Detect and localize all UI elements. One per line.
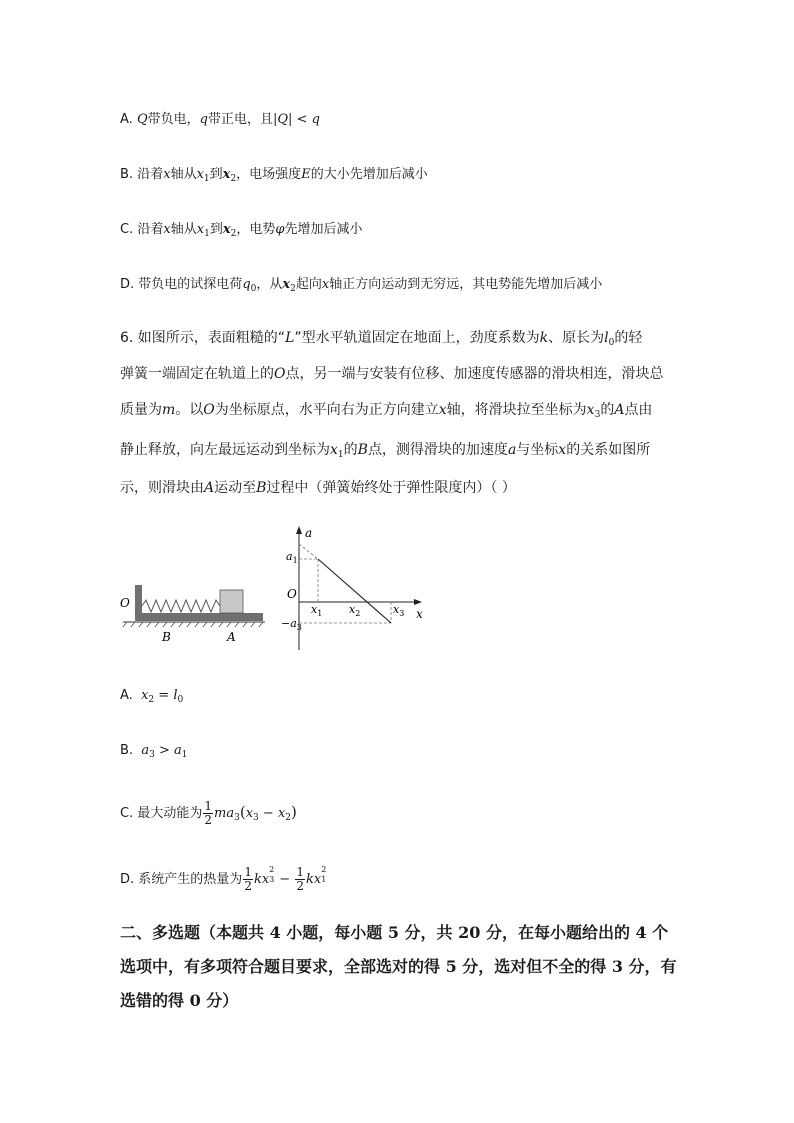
label-b: B <box>162 630 171 644</box>
graph-label-neg-a3: $-a_3$ <box>281 617 302 632</box>
label-a: A <box>227 630 236 644</box>
spring <box>142 600 220 612</box>
q5-option-c: C. 沿着x轴从$x_1$到$x_2$，电势φ先增加后减小 <box>120 222 363 239</box>
a-axis-arrow <box>296 526 302 534</box>
q6-stem-line-1: 6. 如图所示，表面粗糙的“L”型水平轨道固定在地面上，劲度系数为k、原长为$l_0$的轻 <box>120 330 643 348</box>
section-heading-multiple-choice: 二、多选题（本题共 4 小题，每小题 5 分，共 20 分，在每小题给出的 4 个选项中，有多项符合题目要求，全部选对的得 5 分，选对但不全的得 3 分，有选错的得 0 分） <box>120 923 677 1010</box>
q5-option-a: A. Q带负电，q带正电，且|Q| < q <box>120 112 320 127</box>
q6-option-c: C. 最大动能为 $\frac{1}{2}$ $ma_3(x_3 - x_2)$ <box>120 799 297 827</box>
fraction-half: $\frac{1}{2}$ <box>244 865 252 893</box>
fraction-half: $\frac{1}{2}$ <box>296 865 304 893</box>
spring-block-diagram <box>115 575 275 650</box>
label-o: O <box>120 596 130 610</box>
q6-option-b: B. $a_3 > a_1$ <box>120 743 188 760</box>
q6-option-d: D. 系统产生的热量为 $\frac{1}{2}$ kx 2 3 − $\frac{1}{2}$ kx 2 1 <box>120 865 327 893</box>
graph-label-origin: O <box>287 587 297 601</box>
graph-label-x1: $x_1$ <box>311 603 323 618</box>
acceleration-displacement-graph <box>280 522 430 654</box>
axis-intercept-dashed <box>299 544 318 559</box>
graph-label-a: a <box>305 526 313 540</box>
q6-stem-line-5: 示，则滑块由A运动至B过程中（弹簧始终处于弹性限度内）（ ） <box>120 480 516 496</box>
slider-block <box>220 590 243 613</box>
q6-stem-line-4: 静止释放，向左最远运动到坐标为$x_1$的B点，测得滑块的加速度a与坐标x的关系如图所 <box>120 442 651 460</box>
q6-stem-line-2: 弹簧一端固定在轨道上的O点，另一端与安装有位移、加速度传感器的滑块相连，滑块总 <box>120 366 664 382</box>
q6-option-a: A. $x_2 = l_0$ <box>120 688 184 705</box>
graph-label-x2: $x_2$ <box>349 603 361 618</box>
q6-stem-line-3: 质量为m。以O为坐标原点，水平向右为正方向建立x轴，将滑块拉至坐标为$x_3$的A点由 <box>120 402 653 420</box>
graph-label-a1: $a_1$ <box>286 550 298 565</box>
q5-option-d: D. 带负电的试探电荷$q_0$，从$x_2$起向x轴正方向运动到无穷远，其电势能先增加后减小 <box>120 277 603 294</box>
graph-label-x: x <box>416 607 423 621</box>
x-axis-arrow <box>414 599 422 605</box>
ground-hatching <box>123 622 263 627</box>
fraction-half: $\frac{1}{2}$ <box>204 799 213 827</box>
graph-label-x3: $x_3$ <box>393 603 405 618</box>
track-base <box>135 613 263 621</box>
q5-option-b: B. 沿着x轴从$x_1$到$x_2$，电场强度E的大小先增加后减小 <box>120 167 428 184</box>
